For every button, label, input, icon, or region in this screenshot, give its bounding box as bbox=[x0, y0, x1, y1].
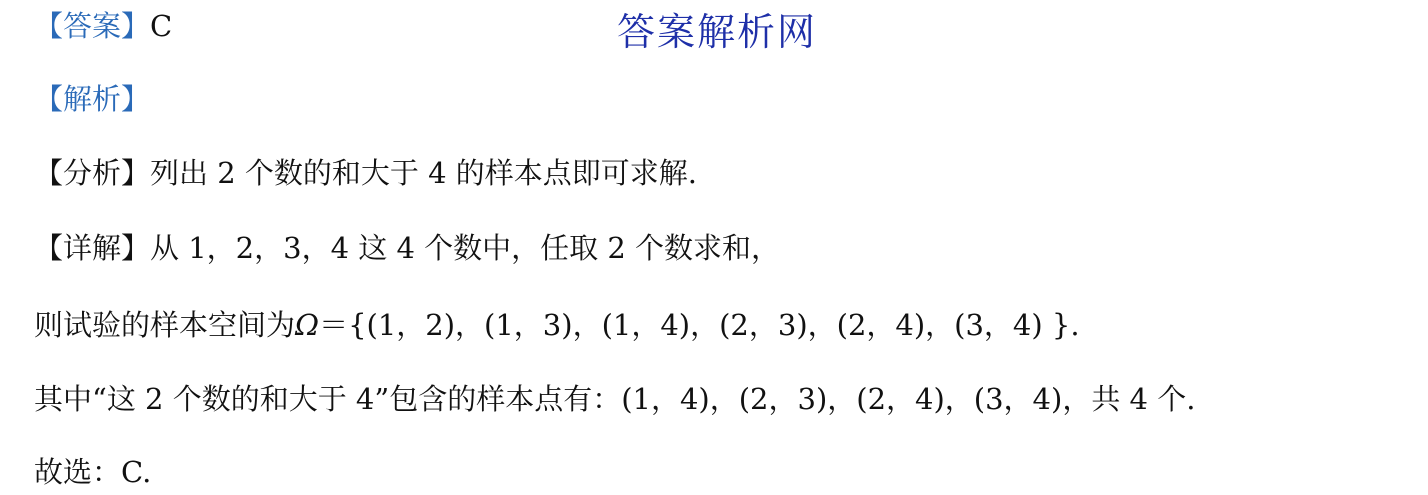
xiangjie-label: 【详解】 bbox=[34, 231, 151, 265]
answer-value: C bbox=[150, 9, 173, 43]
fenxi-text: 列出 2 个数的和大于 4 的样本点即可求解. bbox=[150, 156, 698, 190]
sample-space-set: ＝{(1，2)，(1，3)，(1，4)，(2，3)，(2，4)，(3，4) }. bbox=[319, 308, 1080, 342]
fenxi-label: 【分析】 bbox=[34, 156, 151, 190]
watermark-logo: 答案解析网 bbox=[617, 10, 818, 54]
event-line: 其中“这 2 个数的和大于 4”包含的样本点有：(1，4)，(2，3)，(2，4)，(3，4)，共 4 个. bbox=[34, 382, 1196, 416]
xiangjie-text: 从 1，2，3，4 这 4 个数中，任取 2 个数求和， bbox=[150, 231, 781, 265]
sample-space-line bbox=[34, 305, 1080, 345]
xiangjie-line bbox=[34, 228, 780, 268]
omega-symbol: Ω bbox=[295, 308, 320, 342]
sample-space-prefix: 则试验的样本空间为 bbox=[34, 308, 296, 342]
conclusion-line: 故选：C. bbox=[34, 455, 152, 489]
answer-line bbox=[34, 6, 172, 46]
answer-label: 【答案】 bbox=[34, 9, 151, 43]
fenxi-line bbox=[34, 153, 697, 193]
analysis-header: 【解析】 bbox=[34, 82, 151, 116]
